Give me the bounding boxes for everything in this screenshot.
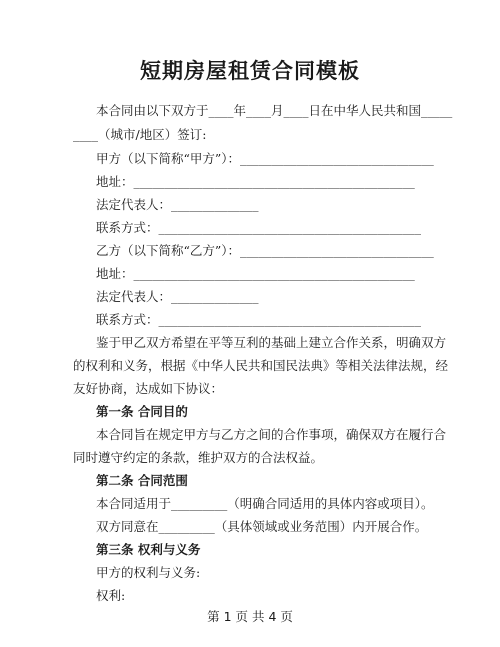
party-b-line: 乙方（以下简称“乙方”）：_______________________________ — [96, 243, 434, 258]
intro-line-1: 本合同由以下双方于____年____月____日在中华人民共和国_____ — [96, 103, 453, 118]
article-2-line-1: 本合同适用于_________（明确合同适用的具体内容或项目）。 — [96, 496, 434, 511]
article-2-line-2: 双方同意在_________（具体领域或业务范围）内开展合作。 — [96, 519, 428, 534]
party-b-representative-line: 法定代表人：______________ — [96, 289, 259, 304]
intro-line-2: ____（城市/地区）签订: — [73, 127, 207, 142]
article-2-heading: 第二条 合同范围 — [96, 473, 188, 488]
party-b-address-line: 地址：_____________________________________________ — [96, 266, 415, 281]
document-title: 短期房屋租赁合同模板 — [140, 58, 360, 83]
article-1-line-1: 本合同旨在规定甲方与乙方之间的合作事项，确保双方在履行合 — [96, 427, 447, 442]
article-3-heading: 第三条 权利与义务 — [96, 542, 201, 557]
article-3-line-2: 权利: — [96, 588, 126, 603]
party-b-contact-line: 联系方式：__________________________________________ — [96, 312, 422, 327]
article-3-line-1: 甲方的权利与义务: — [96, 565, 201, 580]
preamble-line-2: 的权利和义务，根据《中华人民共和国民法典》等相关法律法规，经 — [73, 358, 449, 373]
article-1-line-2: 同时遵守约定的条款，维护双方的合法权益。 — [73, 450, 324, 465]
party-a-representative-line: 法定代表人：______________ — [96, 197, 259, 212]
preamble-line-1: 鉴于甲乙双方希望在平等互利的基础上建立合作关系，明确双方 — [96, 335, 447, 350]
preamble-line-3: 友好协商，达成如下协议： — [73, 381, 224, 396]
party-a-line: 甲方（以下简称“甲方”）：_______________________________ — [96, 151, 434, 166]
page-footer: 第 1 页 共 4 页 — [207, 609, 293, 624]
party-a-address-line: 地址：_____________________________________________ — [96, 174, 415, 189]
article-1-heading: 第一条 合同目的 — [96, 404, 188, 419]
party-a-contact-line: 联系方式：__________________________________________ — [96, 220, 422, 235]
